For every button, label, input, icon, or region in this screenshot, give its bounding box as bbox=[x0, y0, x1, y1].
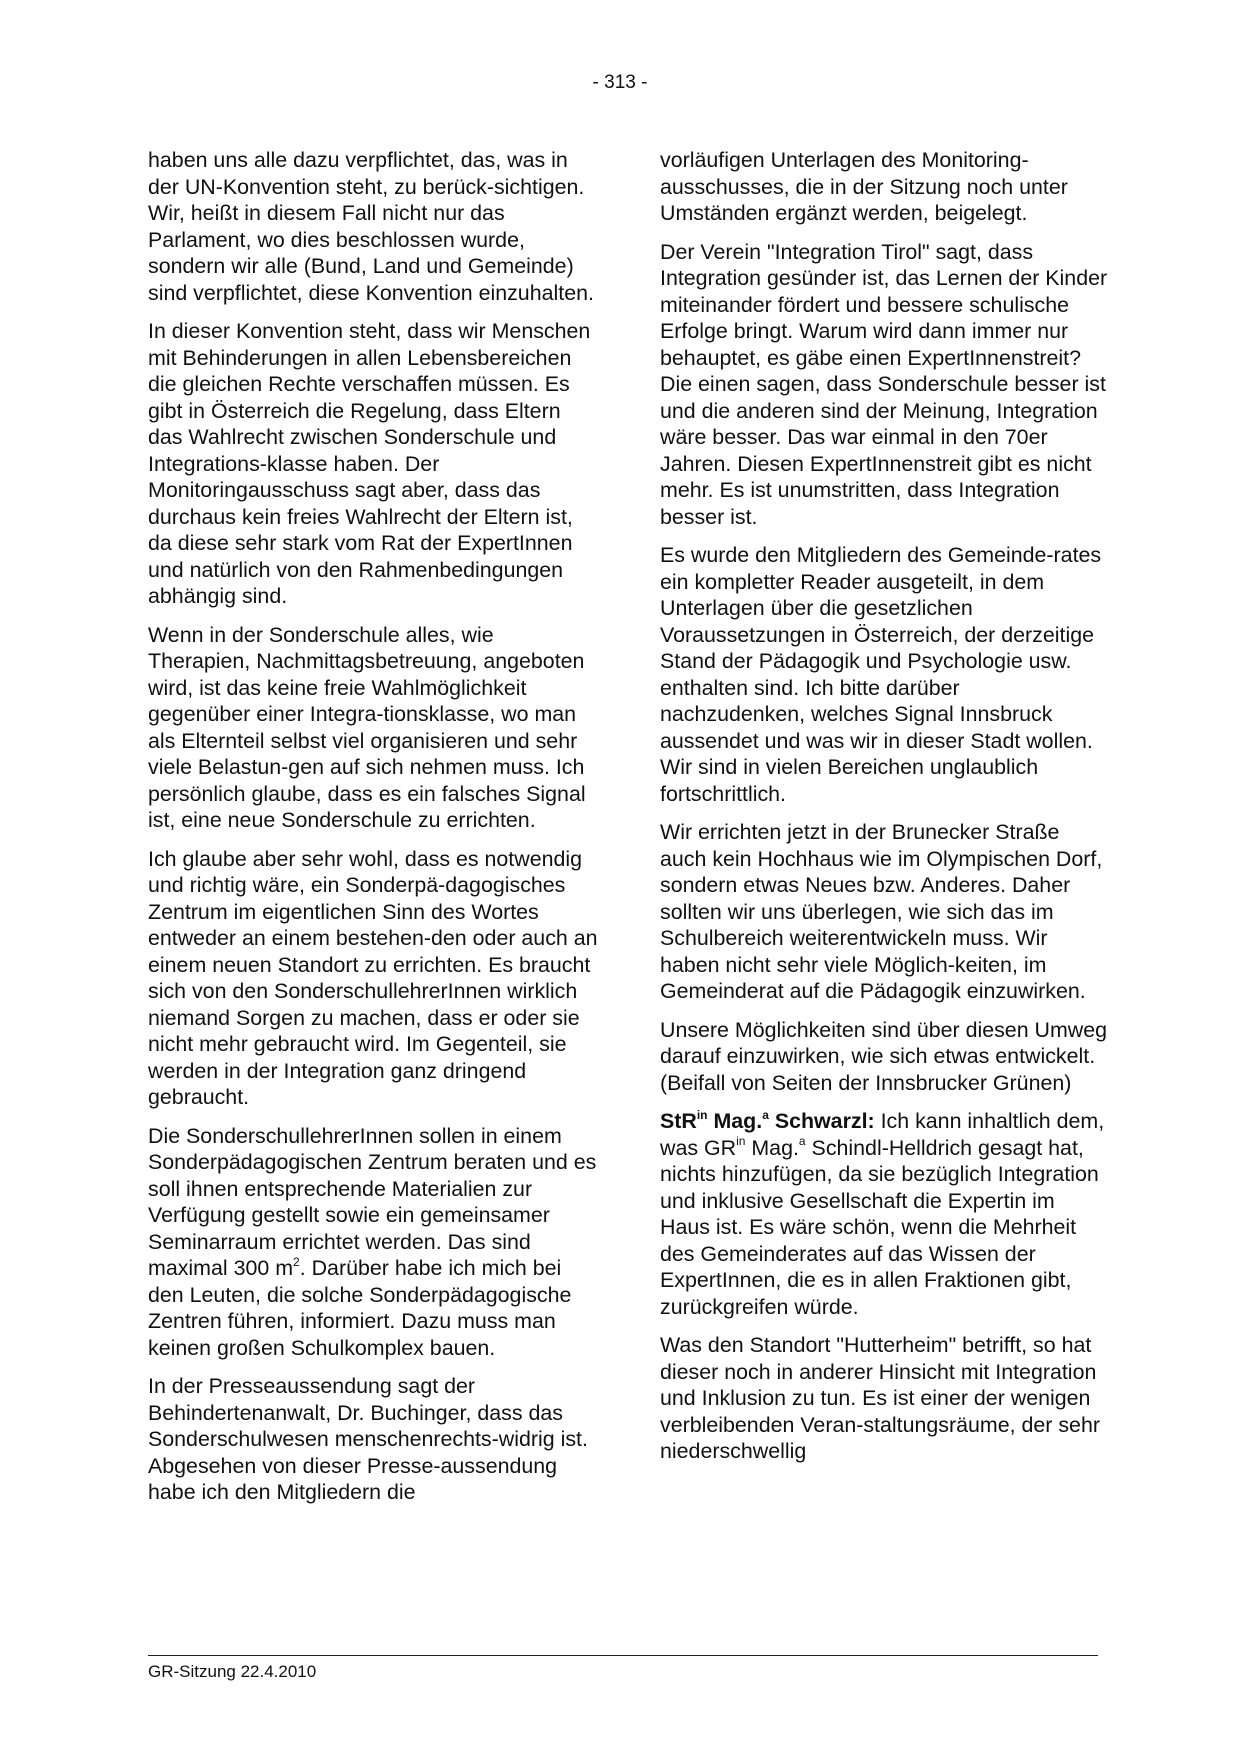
paragraph: Was den Standort "Hutterheim" betrifft, so hat dieser noch in anderer Hinsicht mit Integration und Inklusion zu tun. Es ist einer der wenigen verbleibenden Veran-staltungsräume, der sehr niederschwellig bbox=[660, 1333, 1100, 1463]
superscript: 2 bbox=[293, 1254, 300, 1269]
paragraph-text: Mag. bbox=[745, 1135, 799, 1160]
superscript: a bbox=[798, 1134, 806, 1149]
paragraph: Wir errichten jetzt in der Brunecker Straße auch kein Hochhaus wie im Olympischen Dorf, sondern etwas Neues bzw. Anderes. Daher sollten wir uns überlegen, wie sich das im Schulbereich weiterentwickeln muss. Wir haben nicht sehr viele Möglich-keiten, im Gemeinderat auf die Pädagogik einzuwirken. bbox=[660, 820, 1103, 1003]
paragraph-text: Ich kann inhaltlich dem, was GR bbox=[660, 1109, 1105, 1160]
page-number: - 313 - bbox=[592, 72, 648, 93]
paragraph-text: Schindl-Helldrich gesagt hat, nichts hinzufügen, da sie bezüglich Integration und inklusive Gesellschaft die Expertin im Haus ist. Es wäre schön, wenn die Mehrheit des Gemeinderates auf das Wissen der ExpertInnen, die es in allen Fraktionen gibt, zurückgreifen würde. bbox=[660, 1135, 1099, 1319]
footer-divider bbox=[148, 1655, 1098, 1656]
speaker-name bbox=[660, 1109, 875, 1133]
superscript: in bbox=[696, 1107, 708, 1122]
superscript: in bbox=[736, 1134, 746, 1149]
left-column bbox=[148, 147, 598, 1518]
speaker-surname: Schwarzl: bbox=[768, 1109, 875, 1133]
paragraph: In der Presseaussendung sagt der Behindertenanwalt, Dr. Buchinger, dass das Sonderschulwesen menschenrechts-widrig ist. Abgesehen von dieser Presse-aussendung habe ich den Mitgliedern die bbox=[148, 1374, 588, 1504]
speaker-paragraph bbox=[660, 1108, 1110, 1320]
paragraph: haben uns alle dazu verpflichtet, das, was in der UN-Konvention steht, zu berück-sichtigen. Wir, heißt in diesem Fall nicht nur das Parlament, wo dies beschlossen wurde, sondern wir alle (Bund, Land und Gemeinde) sind verpflichtet, diese Konvention einzuhalten. bbox=[148, 148, 594, 305]
paragraph: Wenn in der Sonderschule alles, wie Therapien, Nachmittagsbetreuung, angeboten wird, ist das keine freie Wahlmöglichkeit gegenüber einer Integra-tionsklasse, wo man als Elternteil selbst viel organisieren und sehr viele Belastun-gen auf sich nehmen muss. Ich persönlich glaube, dass es ein falsches Signal ist, eine neue Sonderschule zu errichten. bbox=[148, 622, 586, 832]
speaker-degree: Mag. bbox=[707, 1109, 763, 1133]
speaker-title: StR bbox=[660, 1109, 697, 1133]
paragraph: In dieser Konvention steht, dass wir Menschen mit Behinderungen in allen Lebensbereichen die gleichen Rechte verschaffen müssen. Es gibt in Österreich die Regelung, dass Eltern das Wahlrecht zwischen Sonderschule und Integrations-klasse haben. Der Monitoringausschuss sagt aber, dass das durchaus kein freies Wahlrecht der Eltern ist, da diese sehr stark vom Rat der ExpertInnen und natürlich von den Rahmenbedingungen abhängig sind. bbox=[148, 319, 591, 608]
paragraph: Unsere Möglichkeiten sind über diesen Umweg darauf einzuwirken, wie sich etwas entwickelt. (Beifall von Seiten der Innsbrucker Grünen) bbox=[660, 1017, 1108, 1095]
superscript: a bbox=[762, 1107, 769, 1122]
paragraph-text: . Darüber habe ich mich bei den Leuten, die solche Sonderpädagogische Zentren führen, informiert. Dazu muss man keinen großen Schulkomplex bauen. bbox=[148, 1256, 572, 1360]
paragraph-text: Die SonderschullehrerInnen sollen in einem Sonderpädagogischen Zentrum beraten und es soll ihnen entsprechende Materialien zur Verfügung gestellt sowie ein gemeinsamer Seminarraum errichtet werden. Das sind maximal 300 m bbox=[148, 1123, 597, 1280]
paragraph bbox=[148, 1123, 598, 1362]
paragraph: vorläufigen Unterlagen des Monitoring-ausschusses, die in der Sitzung noch unter Umständen ergänzt werden, beigelegt. bbox=[660, 148, 1068, 225]
right-column bbox=[660, 147, 1110, 1477]
paragraph: Der Verein "Integration Tirol" sagt, dass Integration gesünder ist, das Lernen der Kinder miteinander fördert und bessere schulische Erfolge bringt. Warum wird dann immer nur behauptet, es gäbe einen ExpertInnenstreit? Die einen sagen, dass Sonderschule besser ist und die anderen sind der Meinung, Integration wäre besser. Das war einmal in den 70er Jahren. Diesen ExpertInnenstreit gibt es nicht mehr. Es ist unumstritten, dass Integration besser ist. bbox=[660, 239, 1108, 529]
footer-text: GR-Sitzung 22.4.2010 bbox=[148, 1662, 317, 1681]
paragraph: Es wurde den Mitgliedern des Gemeinde-rates ein kompletter Reader ausgeteilt, in dem Unterlagen über die gesetzlichen Voraussetzungen in Österreich, der derzeitige Stand der Pädagogik und Psychologie usw. enthalten sind. Ich bitte darüber nachzudenken, welches Signal Innsbruck aussendet und was wir in dieser Stadt wollen. Wir sind in vielen Bereichen unglaublich fortschrittlich. bbox=[660, 543, 1102, 806]
paragraph: Ich glaube aber sehr wohl, dass es notwendig und richtig wäre, ein Sonderpä-dagogisches Zentrum im eigentlichen Sinn des Wortes entweder an einem bestehen-den oder auch an einem neuen Standort zu errichten. Es braucht sich von den SonderschullehrerInnen wirklich niemand Sorgen zu machen, dass er oder sie nicht mehr gebraucht wird. Im Gegenteil, sie werden in der Integration ganz dringend gebraucht. bbox=[148, 846, 598, 1109]
